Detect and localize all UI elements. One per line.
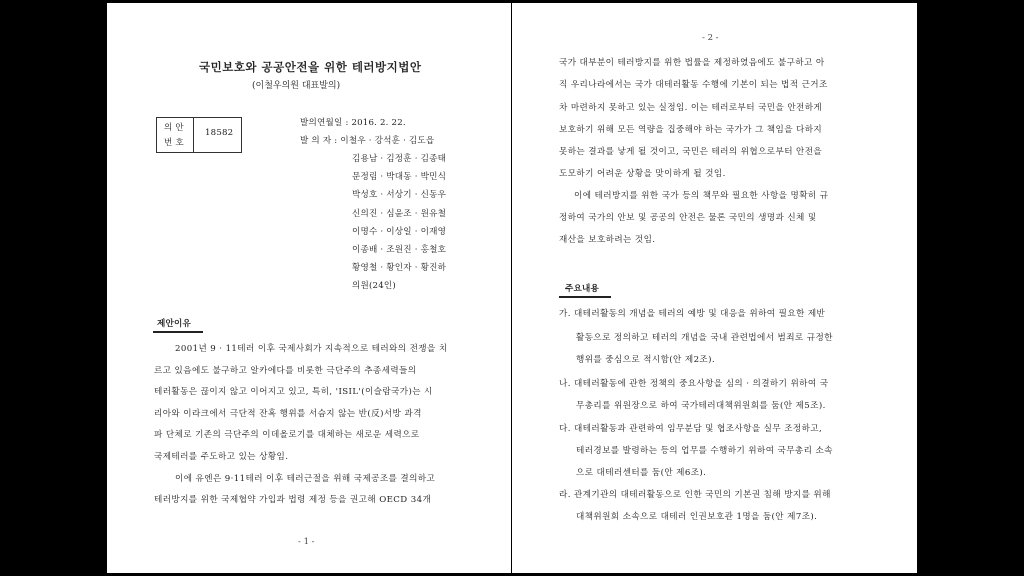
- body-line: 국제테러를 주도하고 있는 상황임.: [154, 452, 289, 462]
- bill-number-label-bottom: 번 호: [164, 138, 184, 148]
- bill-number: 18582: [205, 128, 234, 138]
- body-line: 이에 유엔은 9·11테러 이후 테러근절을 위해 국제공조를 결의하고: [175, 473, 436, 484]
- proposer-line: 문정림 · 박대동 · 박민식: [352, 172, 447, 183]
- bill-subtitle: (이철우의원 대표발의): [252, 81, 341, 91]
- body-line: 정하여 국가의 안보 및 공공의 안전은 물론 국민의 생명과 신체 및: [559, 213, 817, 223]
- body-line: 리아와 이라크에서 극단적 잔혹 행위를 서슴지 않는 반(反)서방 과격: [154, 408, 422, 419]
- body-line: 르고 있음에도 불구하고 알카에다를 비롯한 극단주의 추종세력들의: [154, 365, 417, 376]
- body-line: 이에 테러방지를 위한 국가 등의 책무와 필요한 사항을 명확히 규: [574, 191, 829, 201]
- proposer-line: 의원(24인): [352, 281, 396, 292]
- body-line: 보호하기 위해 모든 역량을 집중해야 하는 국가가 그 책임을 다하지: [559, 125, 823, 135]
- proposer-line: 황영철 · 황인자 · 황진하: [352, 263, 447, 274]
- proposer-line: 이종배 · 조원진 · 홍철호: [352, 245, 447, 255]
- bill-title: 국민보호와 공공안전을 위한 테러방지법안: [199, 60, 422, 74]
- body-line: 테러활동은 끊이지 않고 이어지고 있고, 특히, 'ISIL'(이슬람국가)는 시: [154, 387, 433, 398]
- section-heading-underline: [153, 331, 203, 333]
- proposer-line: 이명수 · 이상일 · 이재영: [352, 226, 447, 237]
- content-item-line: 테러경보를 발령하는 등의 업무를 수행하기 위하여 국무총리 소속: [576, 446, 833, 456]
- content-item-line: 활동으로 정의하고 테러의 개념을 국내 관련법에서 범죄로 규정한: [576, 333, 833, 343]
- page-number-right: - 2 -: [702, 33, 719, 43]
- body-line: 2001년 9 · 11테러 이후 국제사회가 지속적으로 테러와의 전쟁을 치: [175, 344, 448, 354]
- page-number-left: - 1 -: [298, 537, 315, 547]
- proposer-line: 김용남 · 김정훈 · 김종태: [352, 154, 447, 164]
- body-line: 테러방지를 위한 국제협약 가입과 법령 제정 등을 권고해 OECD 34개: [154, 495, 432, 506]
- bill-number-label-top: 의 안: [164, 123, 184, 133]
- proposer-line: 박성호 · 서상기 · 신동우: [352, 190, 447, 201]
- proposal-date: 발의연월일 : 2016. 2. 22.: [300, 118, 406, 128]
- body-line: 도모하기 어려운 상황을 맞이하게 될 것임.: [559, 169, 726, 179]
- body-line: 재산을 보호하려는 것임.: [559, 235, 656, 245]
- content-item-line: 라. 관계기관의 대테러활동으로 인한 국민의 기본권 침해 방지를 위해: [559, 490, 831, 500]
- section-heading-underline: [559, 296, 611, 298]
- bill-number-box: [156, 117, 242, 153]
- body-line: 차 마련하지 못하고 있는 실정임. 이는 테러로부터 국민을 안전하게: [559, 103, 823, 113]
- body-line: 못하는 결과를 낳게 될 것이고, 국민은 테러의 위협으로부터 안전을: [559, 147, 823, 157]
- body-line: 직 우리나라에서는 국가 대테러활동 수행에 기본이 되는 법적 근거조: [559, 80, 828, 90]
- section-heading-reason: 제안이유: [157, 319, 192, 329]
- content-item-line: 대책위원회 소속으로 대테러 인권보호관 1명을 둠(안 제7조).: [576, 512, 818, 522]
- content-item-line: 행위를 중심으로 적시함(안 제2조).: [576, 355, 716, 365]
- content-item-line: 가. 대테러활동의 개념을 테러의 예방 및 대응을 위하여 필요한 제반: [559, 309, 826, 319]
- section-heading-main-content: 주요내용: [565, 284, 600, 294]
- content-item-line: 다. 대테러활동과 관련하여 임무분담 및 협조사항을 실무 조정하고,: [559, 424, 823, 434]
- proposers-first-line: 발 의 자 : 이철우 · 강석훈 · 김도읍: [300, 136, 435, 146]
- document-page-right: [512, 3, 917, 573]
- body-line: 파 단체로 기존의 극단주의 이데올로기를 대체하는 새로운 세력으로: [154, 430, 420, 441]
- content-item-line: 무총리를 위원장으로 하여 국가테러대책위원회를 둠(안 제5조).: [576, 401, 826, 411]
- proposer-line: 신의진 · 심윤조 · 원유철: [352, 208, 447, 219]
- content-item-line: 나. 대테러활동에 관한 정책의 중요사항을 심의 · 의결하기 위하여 국: [559, 379, 829, 389]
- body-line: 국가 대부분이 테러방지를 위한 법률을 제정하였음에도 불구하고 아: [559, 58, 825, 68]
- document-page-left: [107, 3, 511, 573]
- content-item-line: 으로 대테러센터를 둠(안 제6조).: [576, 468, 707, 478]
